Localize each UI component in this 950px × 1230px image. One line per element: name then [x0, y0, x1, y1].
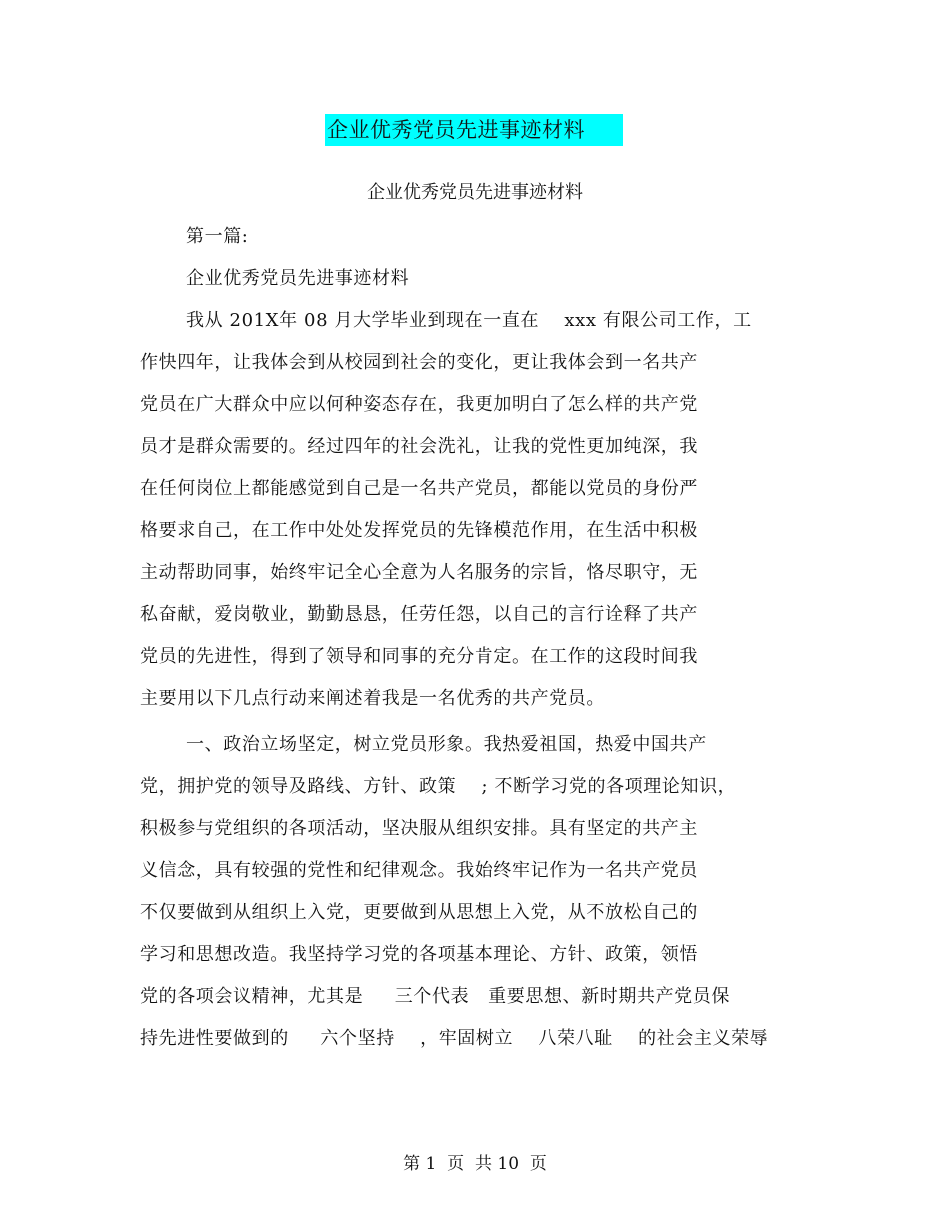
- text-line: 格要求自己，在工作中处处发挥党员的先锋模范作用，在生活中积极: [140, 520, 698, 541]
- text-line: 学习和思想改造。我坚持学习党的各项基本理论、方针、政策，领悟: [140, 944, 698, 965]
- text-line: 不仅要做到从组织上入党，更要做到从思想上入党，从不放松自己的: [140, 902, 698, 923]
- text-line: 党员在广大群众中应以何种姿态存在，我更加明白了怎么样的共产党: [140, 394, 698, 415]
- text-line: 我从 201X年 08 月大学毕业到现在一直在 xxx 有限公司工作，工: [186, 310, 752, 331]
- text-line: 第一篇:: [186, 226, 249, 247]
- text-line: 党员的先进性，得到了领导和同事的充分肯定。在工作的这段时间我: [140, 646, 698, 667]
- document-subtitle: 企业优秀党员先进事迹材料: [367, 182, 583, 203]
- text-line: 主要用以下几点行动来阐述着我是一名优秀的共产党员。: [140, 688, 605, 709]
- text-line: 在任何岗位上都能感觉到自己是一名共产党员，都能以党员的身份严: [140, 478, 698, 499]
- text-line: 企业优秀党员先进事迹材料: [186, 268, 410, 289]
- text-line: 主动帮助同事，始终牢记全心全意为人名服务的宗旨，恪尽职守，无: [140, 562, 698, 583]
- text-line: 积极参与党组织的各项活动，坚决服从组织安排。具有坚定的共产主: [140, 818, 698, 839]
- text-line: 员才是群众需要的。经过四年的社会洗礼，让我的党性更加纯深，我: [140, 436, 698, 457]
- page-number-footer: 第 1 页 共 10 页: [403, 1154, 547, 1174]
- text-line: 一、政治立场坚定，树立党员形象。我热爱祖国，热爱中国共产: [186, 734, 707, 755]
- text-line: 党的各项会议精神，尤其是 三个代表 重要思想、新时期共产党员保: [140, 986, 730, 1007]
- page-title: 企业优秀党员先进事迹材料: [327, 118, 585, 142]
- text-line: 义信念，具有较强的党性和纪律观念。我始终牢记作为一名共产党员: [140, 860, 698, 881]
- text-line: 私奋献，爱岗敬业，勤勤恳恳，任劳任怨，以自己的言行诠释了共产: [140, 604, 698, 625]
- text-line: 党，拥护党的领导及路线、方针、政策 ; 不断学习党的各项理论知识，: [140, 776, 737, 797]
- text-line: 持先进性要做到的 六个坚持 ，牢固树立 八荣八耻 的社会主义荣辱: [140, 1028, 769, 1049]
- text-line: 作快四年，让我体会到从校园到社会的变化，更让我体会到一名共产: [140, 352, 698, 373]
